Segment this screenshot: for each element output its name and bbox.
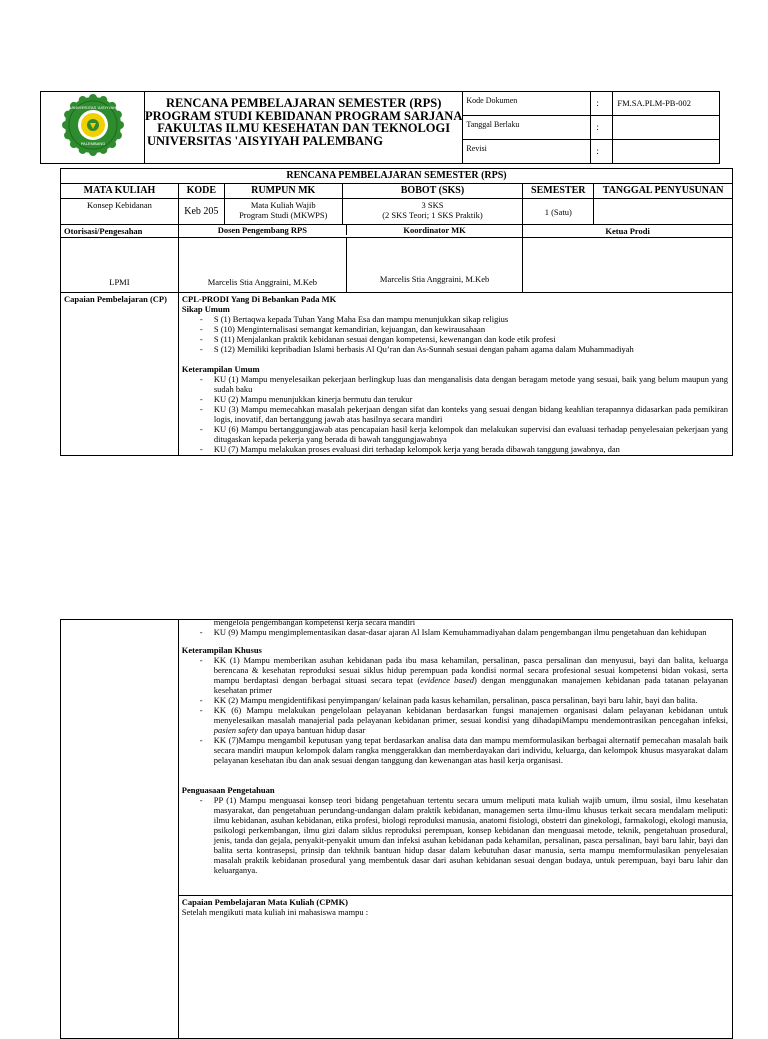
dash-mark: - bbox=[199, 444, 203, 454]
list-item bbox=[182, 695, 728, 705]
kk1-text: KK (1) Mampu memberikan asuhan kebidanan pada ibu masa kehamilan, persalinan, pasca persalinan dan menyusui, bayi dan balita, keluarga berencana & kesehatan reproduksi sesuai siklus hidup perempuan pada kondisi normal secara profesional sesuai kompetensi bidan vokasi, serta mampu berdaptasi dengan berbagai situasi secara tepat ( bbox=[213, 655, 728, 685]
page2-content bbox=[178, 617, 732, 1039]
sikap-item: S (12) Memiliki kepribadian Islami berbasis Al Qu’ran dan As-Sunnah sesuai dengan paham agama dalam Muhammadiyah bbox=[213, 344, 634, 354]
cp-content bbox=[178, 293, 732, 456]
course-name: Konsep Kebidanan bbox=[61, 199, 179, 225]
col-header-code: KODE bbox=[178, 184, 224, 199]
list-item bbox=[182, 404, 728, 424]
list-item bbox=[182, 627, 728, 637]
dash-mark: - bbox=[199, 334, 203, 344]
col-header-semester: SEMESTER bbox=[523, 184, 594, 199]
col-header-group: RUMPUN MK bbox=[224, 184, 342, 199]
list-item bbox=[182, 424, 728, 444]
title-line: RENCANA PEMBELAJARAN SEMESTER (RPS) bbox=[166, 96, 442, 110]
pp-title: Penguasaan Pengetahuan bbox=[181, 785, 275, 795]
kk7-text: KK (7)Mampu mengambil keputusan yang tepat berdasarkan analisa data dan mampu memformulasikan berbagai alternatif pemecahan masalah baik secara mandiri maupun kelompok dalam rangka menggerakkan dan memberdayakan dari individu, keluarga, dan kelompok khusus masyarakat dalam pelayanan kesehatan ibu dan anak sesuai dengan tanggung dan kewenangan atas hasil kerja organisasi. bbox=[213, 735, 728, 765]
dash-mark: - bbox=[199, 735, 203, 745]
sikap-title: Sikap Umum bbox=[181, 304, 230, 314]
ku-item: KU (7) Mampu melakukan proses evaluasi diri terhadap kelompok kerja yang berada dibawah tanggung jawabnya, dan bbox=[213, 444, 620, 454]
kk1-italic: evidence based bbox=[420, 675, 474, 685]
kk1-text-after: ) dengan menggunakan manajemen kebidanan pada tatanan pelayanan kesehatan primer bbox=[213, 675, 728, 695]
dash-mark: - bbox=[199, 627, 203, 637]
ku-title: Keterampilan Umum bbox=[181, 364, 260, 374]
authorization-label: Otorisasi/Pengesahan bbox=[61, 225, 179, 238]
ku9-list bbox=[182, 627, 728, 637]
pp1-text: PP (1) Mampu menguasai konsep teori bidang pengetahuan tertentu secara umum meliputi mata kuliah wajib umum, ilmu sosial, ilmu kesehatan masyarakat, dan pengetahuan perundang-undangan dalam praktik kebidanan, managemen serta ilmu-ilmu khusus terkait secara mendalam meliputi: ilmu kebidanan, asuhan kebidanan, etika profesi, biologi reproduksi manusia, anatomi fisiologi, obstetri dan ginekologi, farmakologi, ekologi manusia, psikologi perkembangan, ilmu gizi dalam siklus reproduksi perempuan, konsep kebidanan dan menguasai metode, teknik, pengetahuan prosedural, jenis, tanda dan gejala, penyakit-penyakit umum dan infeksi asuhan kebidanan pada kehamilan, persalinan, pasca persalinan, bayi baru lahir, bayi dan balita serta kontrasepsi, prinsip dan tekhnik bantuan hidup dasar dalam kebutuhan dasar manusia, serta mampu memformulasikan penyelesaian masalah praktik kebidanan prosedural yang membentuk dasar dari asuhan kebidanan sesuai dengan budaya, untuk perempuan, bayi baru lahir dan keluarganya. bbox=[213, 795, 728, 875]
sikap-item: S (1) Bertaqwa kepada Tuhan Yang Maha Esa dan mampu menunjukkan sikap religius bbox=[213, 314, 509, 324]
signer-lpmi: LPMI bbox=[61, 238, 179, 293]
dash-mark: - bbox=[199, 374, 203, 384]
valid-date-colon: : bbox=[591, 116, 613, 139]
doc-code-colon: : bbox=[591, 92, 613, 116]
cpmk-intro: Setelah mengikuti mata kuliah ini mahasiswa mampu : bbox=[181, 907, 369, 917]
table-title: RENCANA PEMBELAJARAN SEMESTER (RPS) bbox=[61, 169, 733, 184]
course-code: Keb 205 bbox=[178, 199, 224, 225]
col-header-course: MATA KULIAH bbox=[61, 184, 179, 199]
revision-label: Revisi bbox=[463, 139, 591, 163]
page2-label-cell bbox=[61, 620, 179, 1039]
head-label: Ketua Prodi bbox=[523, 225, 733, 238]
ku9-item: KU (9) Mampu mengimplementasikan dasar-dasar ajaran Al Islam Kemuhammadiyahan dalam pengembangan ilmu pengetahuan dan kehidupan bbox=[213, 627, 707, 637]
coordinator-label: Koordinator MK bbox=[346, 225, 522, 235]
list-item bbox=[182, 444, 728, 454]
valid-date-label: Tanggal Berlaku bbox=[463, 116, 591, 139]
col-header-credits: BOBOT (SKS) bbox=[342, 184, 523, 199]
university-seal-icon bbox=[41, 92, 144, 158]
document-title bbox=[145, 92, 463, 164]
course-credits-line: 3 SKS bbox=[421, 200, 444, 210]
title-line: FAKULTAS ILMU KESEHATAN DAN TEKNOLOGI bbox=[157, 121, 451, 135]
cp-label: Capaian Pembelajaran (CP) bbox=[61, 293, 179, 456]
dash-mark: - bbox=[199, 344, 203, 354]
list-item bbox=[182, 374, 728, 394]
dash-mark: - bbox=[199, 795, 203, 805]
seal-text-bottom: PALEMBANG bbox=[80, 141, 106, 146]
authorization-roles bbox=[178, 225, 522, 238]
dash-mark: - bbox=[199, 324, 203, 334]
list-item bbox=[182, 795, 728, 875]
cpmk-section bbox=[179, 895, 732, 917]
course-credits-line: (2 SKS Teori; 1 SKS Praktik) bbox=[382, 210, 483, 220]
ku-item: KU (6) Mampu bertanggungjawab atas pencapaian hasil kerja kelompok dan melakukan supervisi dan evaluasi terhadap penyelesaian pekerjaan yang ditugaskan kepada pekerja yang berada di bawah tanggungjawabnya bbox=[213, 424, 728, 444]
course-group-line: Program Studi (MKWPS) bbox=[239, 210, 328, 220]
list-item bbox=[182, 314, 728, 324]
logo-cell bbox=[41, 92, 145, 164]
course-credits bbox=[342, 199, 523, 225]
developer-name bbox=[179, 238, 346, 292]
revision-colon: : bbox=[591, 139, 613, 163]
kk2-text: KK (2) Mampu mengidentifikasi penyimpangan/ kelainan pada kasus kehamilan, persalinan, pasca persalinan, bayi baru lahir, bayi dan balita. bbox=[213, 695, 698, 705]
list-item bbox=[182, 394, 728, 404]
course-semester: 1 (Satu) bbox=[523, 199, 594, 225]
authorization-names bbox=[178, 238, 522, 293]
sikap-item: S (10) Menginternalisasi semangat kemandirian, kejuangan, dan kewirausahaan bbox=[213, 324, 486, 334]
document-header bbox=[40, 91, 720, 164]
developer-label: Dosen Pengembang RPS bbox=[217, 225, 307, 235]
coordinator-name bbox=[346, 238, 522, 292]
course-date bbox=[594, 199, 733, 225]
cpl-title: CPL-PRODI Yang Di Bebankan Pada MK bbox=[181, 294, 337, 304]
pp-list bbox=[182, 795, 728, 875]
coordinator-name-text: Marcelis Stia Anggraini, M.Keb bbox=[379, 274, 490, 284]
kk6-text: KK (6) Mampu melakukan pengelolaan pelayanan kebidanan berdasarkan fungsi manajemen organisasi dalam pelayanan kebidanan untuk menyelesaikan masalah manajerial pada pelayanan kebidanan primer, sesuai kondisi yang dihadapiMampu mendemontrasikan pencegahan infeksi, bbox=[213, 705, 728, 725]
head-name bbox=[523, 238, 733, 293]
ku-list bbox=[182, 374, 728, 454]
kk6-italic: pasien safety bbox=[213, 725, 258, 735]
ku-item: KU (1) Mampu menyelesaikan pekerjaan berlingkup luas dan menganalisis data dengan beragam metode yang sesuai, baik yang belum maupun yang sudah baku bbox=[213, 374, 728, 394]
rps-table-page2 bbox=[60, 619, 733, 1039]
dash-mark: - bbox=[199, 394, 203, 404]
continued-text: mengelola pengembangan kompetensi kerja secara mandiri bbox=[213, 617, 416, 627]
dash-mark: - bbox=[199, 655, 203, 665]
ku-item: KU (2) Mampu menunjukkan kinerja bermutu dan terukur bbox=[213, 394, 413, 404]
dash-mark: - bbox=[199, 705, 203, 715]
developer-name-text: Marcelis Stia Anggraini, M.Keb bbox=[207, 277, 318, 287]
sikap-list bbox=[182, 314, 728, 354]
kk-list bbox=[182, 655, 728, 765]
seal-text-top: UNIVERSITAS 'AISYIYAH bbox=[69, 105, 117, 110]
title-line: UNIVERSITAS 'AISYIYAH PALEMBANG bbox=[147, 133, 383, 148]
title-line: PROGRAM STUDI KEBIDANAN PROGRAM SARJANA bbox=[145, 108, 463, 123]
col-header-date: TANGGAL PENYUSUNAN bbox=[594, 184, 733, 199]
sikap-item: S (11) Menjalankan praktik kebidanan sesuai dengan kompetensi, kewenangan dan kode etik profesi bbox=[213, 334, 556, 344]
cpmk-title: Capaian Pembelajaran Mata Kuliah (CPMK) bbox=[181, 897, 349, 907]
doc-code-value: FM.SA.PLM-PB-002 bbox=[613, 92, 720, 116]
list-item bbox=[182, 324, 728, 334]
course-group bbox=[224, 199, 342, 225]
revision-value bbox=[613, 139, 720, 163]
kk-title: Keterampilan Khusus bbox=[181, 645, 262, 655]
list-item bbox=[182, 705, 728, 735]
course-group-line: Mata Kuliah Wajib bbox=[250, 200, 316, 210]
list-item bbox=[182, 655, 728, 695]
doc-code-label: Kode Dokumen bbox=[463, 92, 591, 116]
ku-item: KU (3) Mampu memecahkan masalah pekerjaan dengan sifat dan konteks yang sesuai dengan bidang keahlian terapannya didasarkan pada pemikiran logis, inovatif, dan bertanggung jawab atas hasilnya secara mandiri bbox=[213, 404, 728, 424]
list-item bbox=[182, 735, 728, 765]
valid-date-value bbox=[613, 116, 720, 139]
kk6-text-after: dan upaya bantuan hidup dasar bbox=[257, 725, 366, 735]
list-item bbox=[182, 344, 728, 354]
dash-mark: - bbox=[199, 404, 203, 414]
list-item bbox=[182, 334, 728, 344]
rps-table-page1 bbox=[60, 168, 733, 456]
dash-mark: - bbox=[199, 314, 203, 324]
dash-mark: - bbox=[199, 424, 203, 434]
dash-mark: - bbox=[199, 695, 203, 705]
